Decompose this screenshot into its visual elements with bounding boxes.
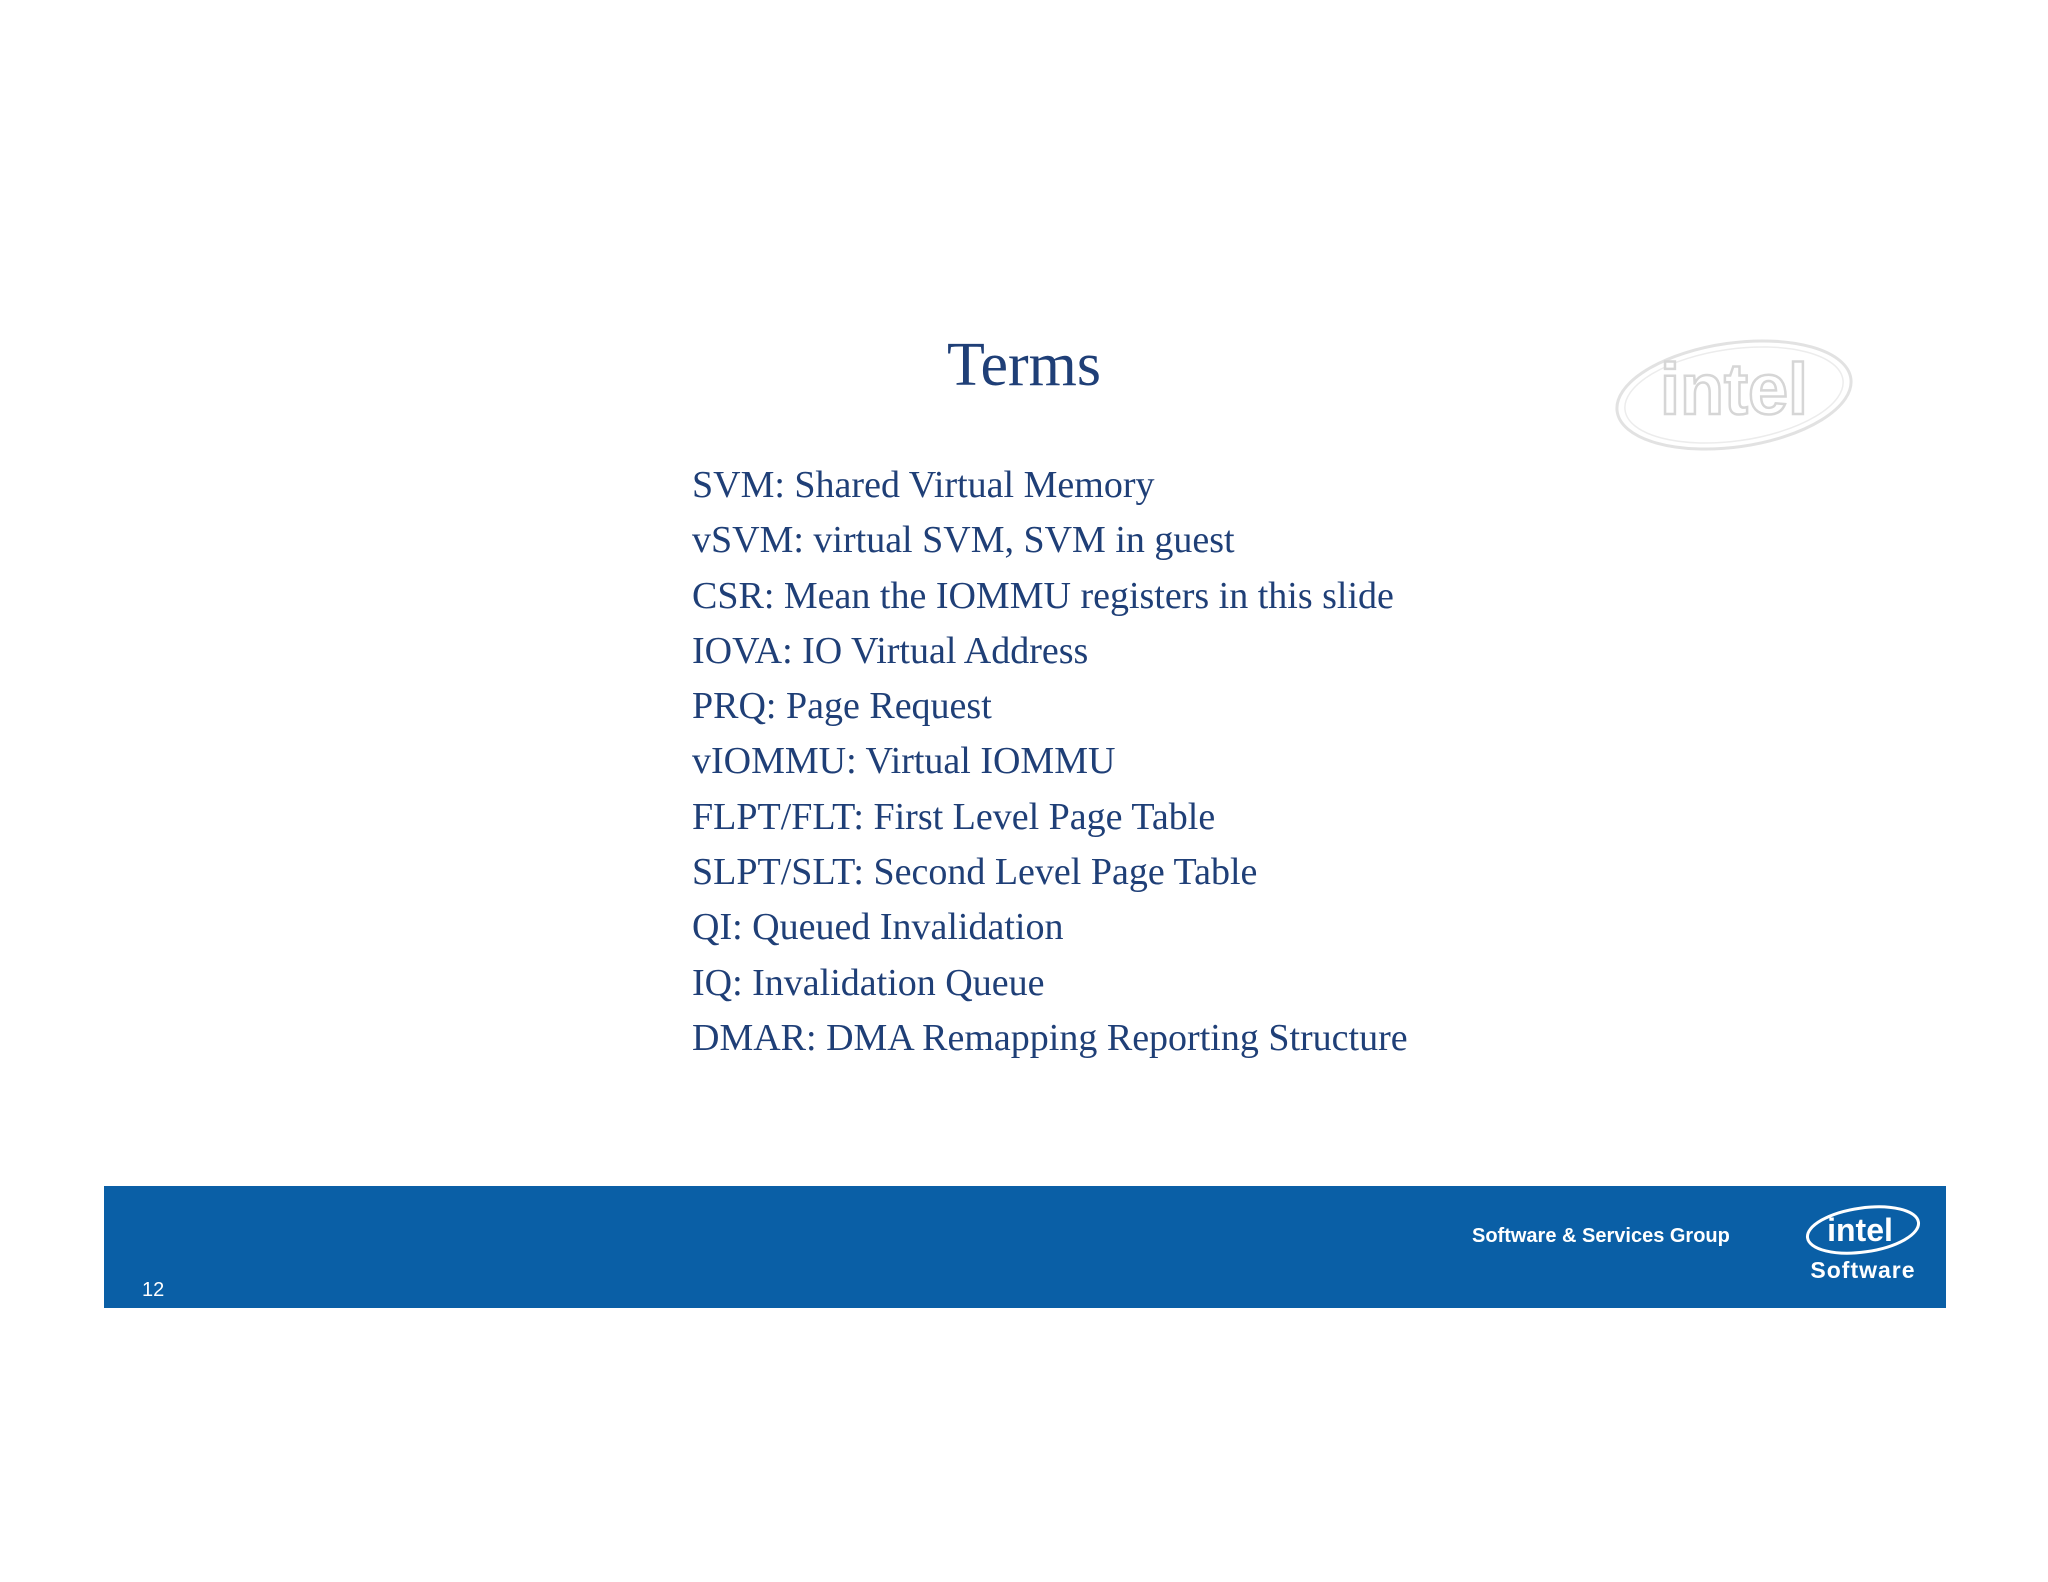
- term-item: vSVM: virtual SVM, SVM in guest: [692, 519, 1235, 562]
- footer-bar: [104, 1186, 1946, 1308]
- term-item: IQ: Invalidation Queue: [692, 961, 1045, 1004]
- intel-logo: [1802, 1198, 1924, 1258]
- term-item: DMAR: DMA Remapping Reporting Structure: [692, 1016, 1408, 1059]
- page-number: 12: [142, 1279, 165, 1301]
- term-item: SLPT/SLT: Second Level Page Table: [692, 851, 1258, 894]
- term-item: PRQ: Page Request: [692, 685, 992, 728]
- watermark-logo-text: intel: [1659, 350, 1809, 430]
- group-label: Software & Services Group: [1472, 1225, 1730, 1247]
- slide-title: Terms: [946, 331, 1102, 399]
- term-item: CSR: Mean the IOMMU registers in this slide: [692, 574, 1394, 617]
- term-item: SVM: Shared Virtual Memory: [692, 464, 1155, 506]
- terms-list: [692, 458, 1408, 1066]
- term-item: QI: Queued Invalidation: [692, 906, 1064, 949]
- term-item: FLPT/FLT: First Level Page Table: [692, 795, 1216, 838]
- intel-logo-text: intel: [1827, 1212, 1893, 1248]
- software-label: Software: [1810, 1257, 1916, 1283]
- term-item: IOVA: IO Virtual Address: [692, 629, 1089, 672]
- term-item: vIOMMU: Virtual IOMMU: [692, 740, 1116, 783]
- intel-watermark-logo: [1608, 330, 1860, 460]
